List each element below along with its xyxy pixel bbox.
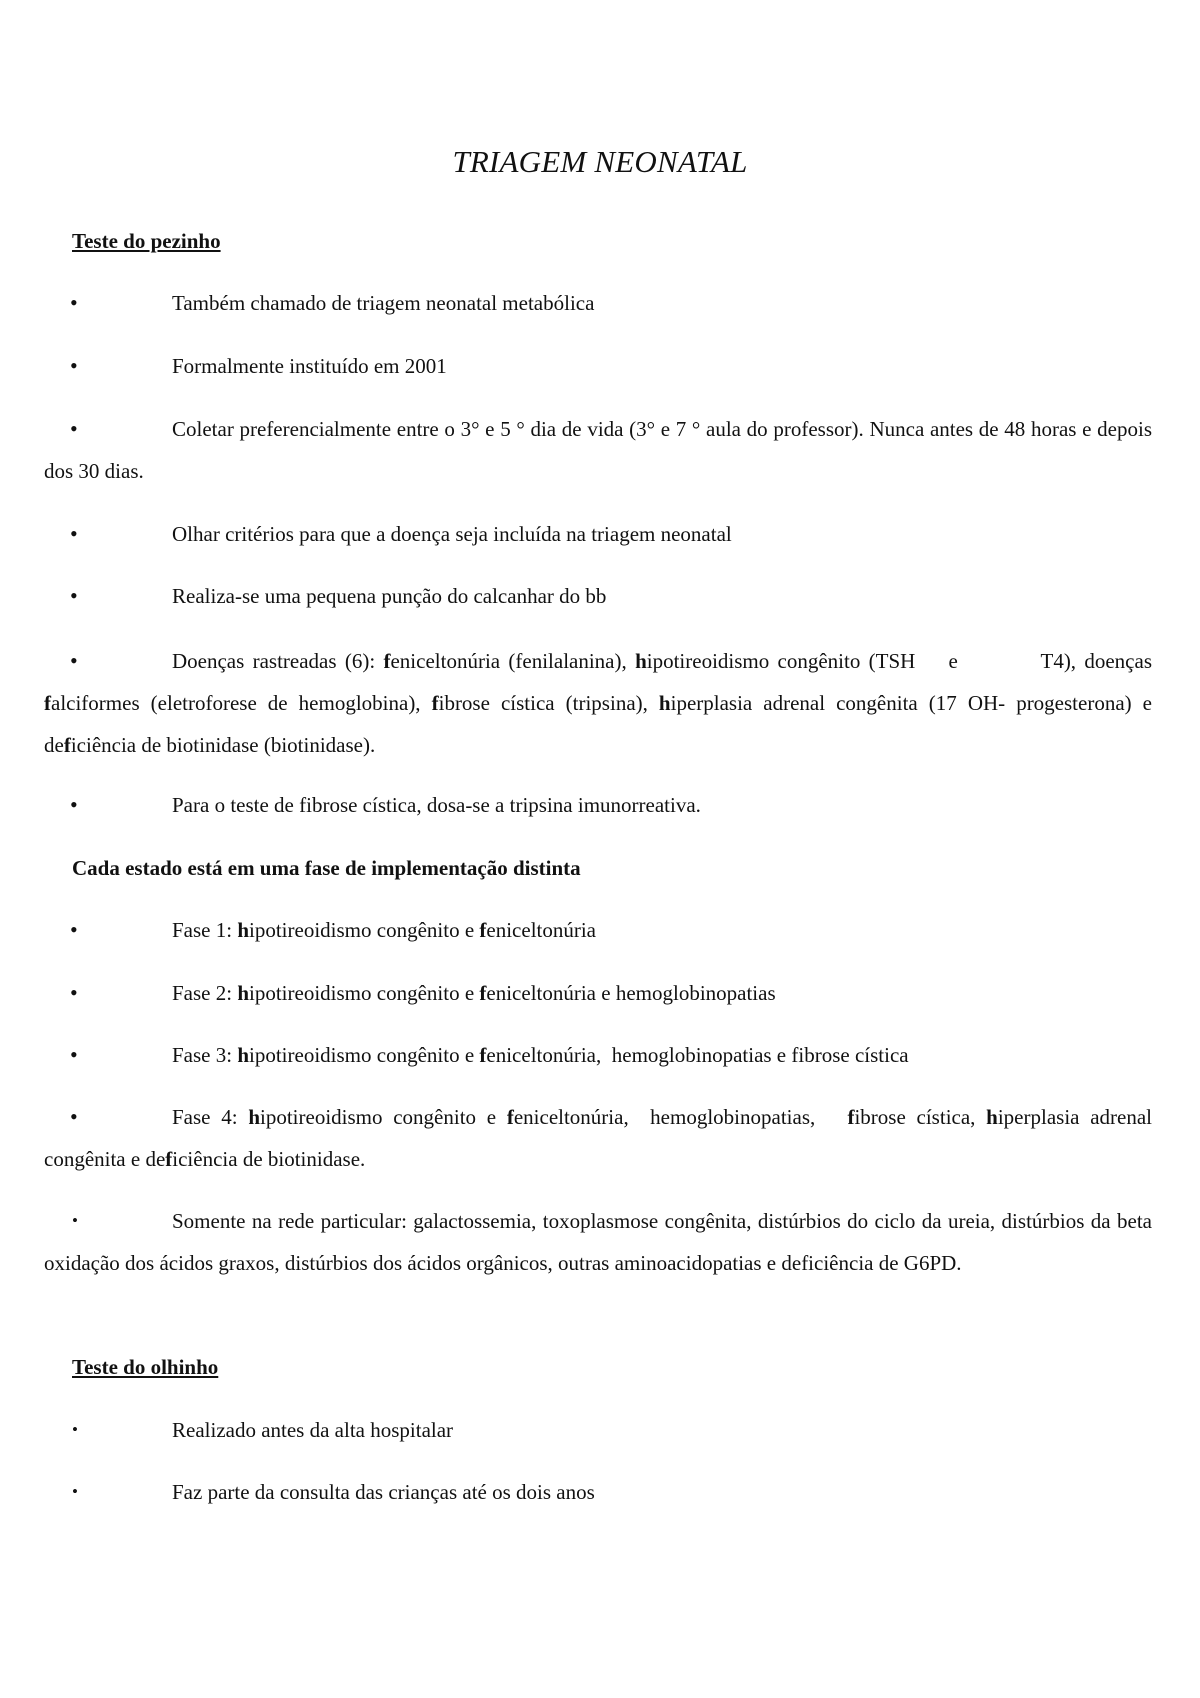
list-item-text: Para o teste de fibrose cística, dosa-se a tripsina imunorreativa. <box>172 793 701 817</box>
list-item-phase <box>44 909 1152 951</box>
bullet-icon: • <box>70 416 78 441</box>
bullet-icon: • <box>70 792 78 817</box>
list-item-text: Fase 2: hipotireoidismo congênito e feniceltonúria e hemoglobinopatias <box>172 981 776 1005</box>
list-item-text: Fase 3: hipotireoidismo congênito e feniceltonúria, hemoglobinopatias e fibrose cística <box>172 1043 909 1067</box>
bullet-icon: • <box>72 1420 78 1439</box>
list-item-text: Faz parte da consulta das crianças até os dois anos <box>172 1480 595 1504</box>
list-item <box>44 1200 1152 1284</box>
list-item-text: Coletar preferencialmente entre o 3° e 5 ° dia de vida (3° e 7 ° aula do professor). Nunca antes de 48 horas e depois dos 30 dias. <box>44 417 1152 483</box>
list-item <box>44 784 1152 826</box>
list-item-text: Fase 4: hipotireoidismo congênito e feniceltonúria, hemoglobinopatias, fibrose cística, hiperplasia adrenal congênita e deficiência de biotinidase. <box>44 1105 1153 1171</box>
bullet-icon: • <box>70 521 78 546</box>
list-item-phase <box>44 1034 1152 1076</box>
list-item <box>44 1471 1152 1513</box>
bullet-icon: • <box>70 1042 78 1067</box>
list-item-text: Realiza-se uma pequena punção do calcanhar do bb <box>172 584 607 608</box>
bullet-icon: • <box>70 353 78 378</box>
section-heading-teste-do-olhinho: Teste do olhinho <box>72 1355 219 1379</box>
list-item <box>44 1409 1152 1451</box>
list-item-text: Também chamado de triagem neonatal metabólica <box>172 291 595 315</box>
bullet-icon: • <box>70 583 78 608</box>
bullet-icon: • <box>70 1104 78 1129</box>
list-item <box>44 408 1152 492</box>
list-item-text: Realizado antes da alta hospitalar <box>172 1418 454 1442</box>
bullet-icon: • <box>70 917 78 942</box>
list-item-text: Fase 1: hipotireoidismo congênito e feniceltonúria <box>172 918 597 942</box>
list-item <box>44 575 1152 617</box>
list-item <box>44 513 1152 555</box>
list-item <box>44 345 1152 387</box>
bullet-icon: • <box>70 648 78 673</box>
list-item <box>44 282 1152 324</box>
list-item-text: Formalmente instituído em 2001 <box>172 354 447 378</box>
list-item-phase <box>44 1096 1152 1180</box>
list-item-text: Doenças rastreadas (6): feniceltonúria (fenilalanina), hipotireoidismo congênito (TSH e T4), doenças falciformes (eletroforese de hemoglobina), fibrose cística (tripsina), hiperplasia adrenal congênita (17 OH- progesterona) e deficiência de biotinidase (biotinidase). <box>44 649 1158 757</box>
document-title: TRIAGEM NEONATAL <box>452 144 748 179</box>
list-item-text: Somente na rede particular: galactossemia, toxoplasmose congênita, distúrbios do ciclo da ureia, distúrbios da beta oxidação dos ácidos graxos, distúrbios dos ácidos orgânicos, outras aminoacidopatias e deficiência de G6PD. <box>44 1209 1152 1275</box>
bullet-icon: • <box>70 290 78 315</box>
section-heading-teste-do-pezinho: Teste do pezinho <box>72 229 221 253</box>
bullet-icon: • <box>72 1482 78 1501</box>
list-item-text: Olhar critérios para que a doença seja incluída na triagem neonatal <box>172 522 732 546</box>
list-item-diseases <box>44 640 1158 766</box>
bullet-icon: • <box>72 1211 78 1230</box>
list-item-phase <box>44 972 1152 1014</box>
section-heading-fases: Cada estado está em uma fase de implementação distinta <box>72 856 581 880</box>
bullet-icon: • <box>70 980 78 1005</box>
